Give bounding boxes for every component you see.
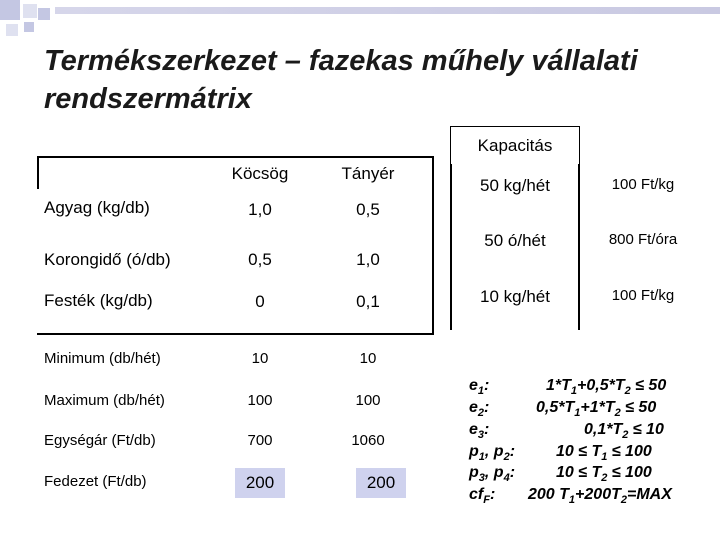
corner-square — [0, 0, 20, 20]
row-label: Korongidő (ó/db) — [44, 250, 171, 269]
equation-p12: $10 \le T_1 \le 100$ — [556, 443, 652, 464]
table-cell: 1,0 — [356, 250, 380, 269]
row-label: Maximum (db/hét) — [44, 392, 165, 409]
table-right-border — [432, 156, 434, 335]
fedezet-value-highlight: 200 — [235, 468, 285, 498]
corner-square — [6, 24, 18, 36]
table-cell: 100 — [247, 392, 273, 409]
equation-e2: $0,5*T_1+1*T_2 \le 50$ — [536, 399, 657, 420]
capacity-right-border — [578, 164, 580, 330]
table-cell: 10 — [359, 350, 377, 367]
equation-label: $p_1$, $p_2$: — [469, 443, 516, 464]
equation-e1: $1*T_1+0,5*T_2 \le 50$ — [546, 377, 667, 398]
fedezet-value-highlight: 200 — [356, 468, 406, 498]
table-cell: 0 — [255, 292, 265, 311]
capacity-value: 50 kg/hét — [480, 176, 550, 195]
table-cell: 1060 — [351, 432, 385, 449]
top-decorative-bar — [55, 7, 720, 14]
row-label: Festék (kg/db) — [44, 291, 153, 310]
table-cell: 0,5 — [356, 200, 380, 219]
table-cell: 0,5 — [248, 250, 272, 269]
row-label: Egységár (Ft/db) — [44, 432, 156, 449]
price-value: 100 Ft/kg — [611, 176, 675, 193]
corner-square — [24, 22, 34, 32]
capacity-value: 10 kg/hét — [480, 287, 550, 306]
equation-label: $cf_F$: — [469, 486, 496, 507]
table-cell: 100 — [355, 392, 381, 409]
table-left-border — [37, 156, 39, 189]
row-label: Agyag (kg/db) — [44, 198, 150, 217]
equation-label: $p_3$, $p_4$: — [469, 464, 516, 485]
price-value: 800 Ft/óra — [608, 231, 678, 248]
corner-square — [23, 4, 37, 18]
equation-objective: 200 $T_1+200T_2=MAX$ — [528, 486, 672, 507]
price-value: 100 Ft/kg — [611, 287, 675, 304]
table-cell: 700 — [247, 432, 273, 449]
table-top-border — [37, 156, 434, 158]
equation-label: $e_1$: — [469, 377, 490, 398]
corner-square — [38, 8, 50, 20]
table-cell: 1,0 — [248, 200, 272, 219]
row-label: Fedezet (Ft/db) — [44, 473, 147, 490]
column-header-kocsog: Köcsög — [231, 164, 289, 183]
table-cell: 0,1 — [356, 292, 380, 311]
page-title: Termékszerkezet – fazekas műhely vállalati rendszermátrix — [44, 45, 638, 115]
equation-label: $e_3$: — [469, 421, 490, 442]
table-cell: 10 — [251, 350, 269, 367]
capacity-header: Kapacitás — [450, 126, 580, 165]
equation-p34: $10 \le T_2 \le 100$ — [556, 464, 652, 485]
table-bottom-border — [37, 333, 434, 335]
column-header-tanyer: Tányér — [341, 164, 395, 183]
row-label: Minimum (db/hét) — [44, 350, 161, 367]
equation-label: $e_2$: — [469, 399, 490, 420]
equation-e3: $0,1*T_2 \le 10$ — [584, 421, 664, 442]
capacity-value: 50 ó/hét — [484, 231, 546, 250]
